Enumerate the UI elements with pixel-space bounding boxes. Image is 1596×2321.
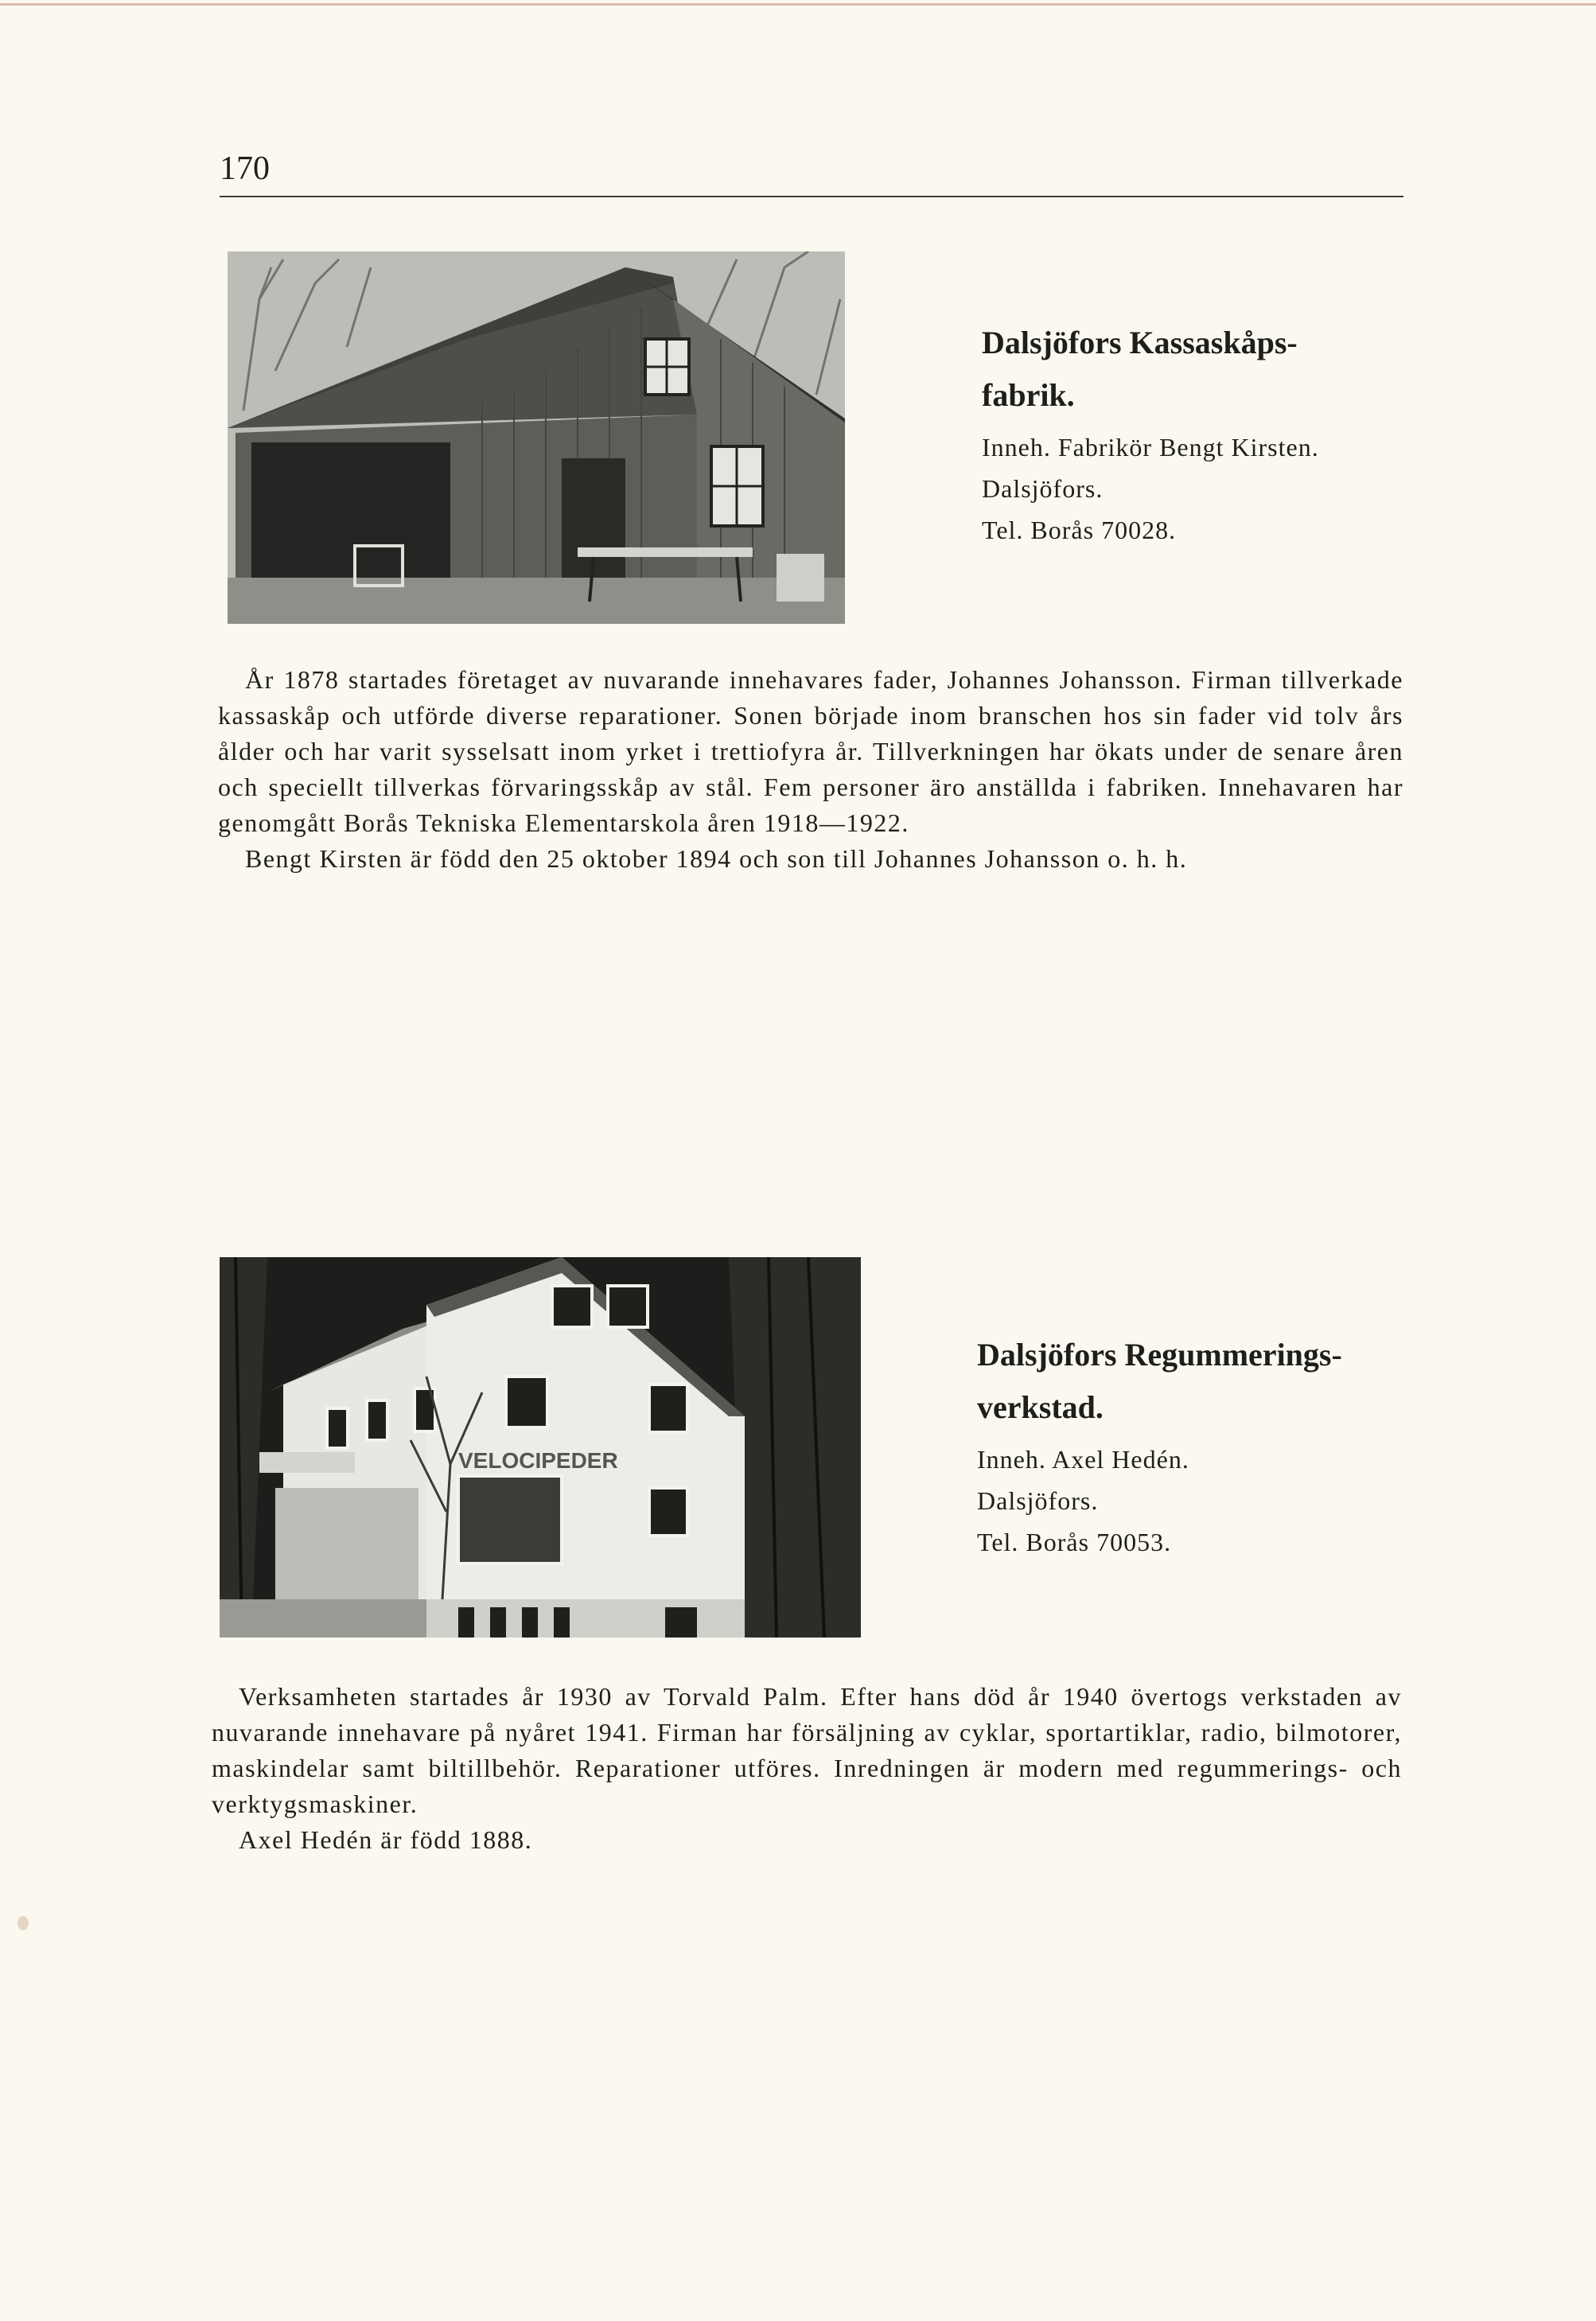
page-top-edge: [0, 3, 1596, 6]
factory-photo: [228, 251, 845, 624]
entry-owner: Inneh. Axel Hedén.: [977, 1445, 1189, 1474]
header-rule: [220, 196, 1403, 197]
entry-place: Dalsjöfors.: [982, 474, 1104, 503]
entry-title: [982, 317, 1427, 422]
velocipeder-sign: VELOCIPEDER: [458, 1448, 618, 1473]
entry-title-line2: fabrik.: [982, 377, 1075, 413]
entry-body-regummeringsverkstad: [212, 1679, 1402, 1858]
entry-title-line1: Dalsjöfors Regummerings-: [977, 1337, 1342, 1373]
body-paragraph: Axel Hedén är född 1888.: [239, 1825, 533, 1854]
entry-owner: Inneh. Fabrikör Bengt Kirsten.: [982, 433, 1319, 461]
body-paragraph: År 1878 startades företaget av nuvarande innehavares fader, Johannes Johansson. Firman tillverkade kassaskåp och utförde diverse reparationer. Sonen började inom branschen hos sin fader vid tolv års ålder och har varit sysselsatt inom yrket i trettiofyra år. Tillverkningen har ökats under de senare åren och speciellt tillverkas förvaringsskåp av stål. Fem personer äro anställda i fabriken. Innehavaren har genomgått Borås Tekniska Elementarskola åren 1918—1922.: [218, 665, 1403, 837]
entry-header-regummeringsverkstad: [977, 1329, 1423, 1563]
entry-phone: Tel. Borås 70028.: [982, 516, 1177, 544]
entry-place: Dalsjöfors.: [977, 1486, 1099, 1515]
entry-title: [977, 1329, 1423, 1434]
body-paragraph: Bengt Kirsten är född den 25 oktober 1894 och son till Johannes Johansson o. h. h.: [245, 844, 1188, 873]
paper-speck: [18, 1916, 29, 1930]
entry-phone: Tel. Borås 70053.: [977, 1528, 1172, 1556]
workshop-photo: [220, 1257, 861, 1638]
entry-title-line1: Dalsjöfors Kassaskåps-: [982, 325, 1298, 360]
entry-body-kassaskapsfabrik: [218, 662, 1403, 877]
body-paragraph: Verksamheten startades år 1930 av Torvald Palm. Efter hans död år 1940 övertogs verkstaden av nuvarande innehavare på nyåret 1941. Firman har försäljning av cyklar, sportartiklar, radio, bilmotorer, maskindelar samt biltillbehör. Reparationer utföres. Inredningen är modern med regummerings- och verktygsmaskiner.: [212, 1682, 1402, 1818]
entry-title-line2: verkstad.: [977, 1389, 1104, 1425]
entry-header-kassaskapsfabrik: [982, 317, 1427, 551]
page-number: 170: [220, 150, 270, 187]
